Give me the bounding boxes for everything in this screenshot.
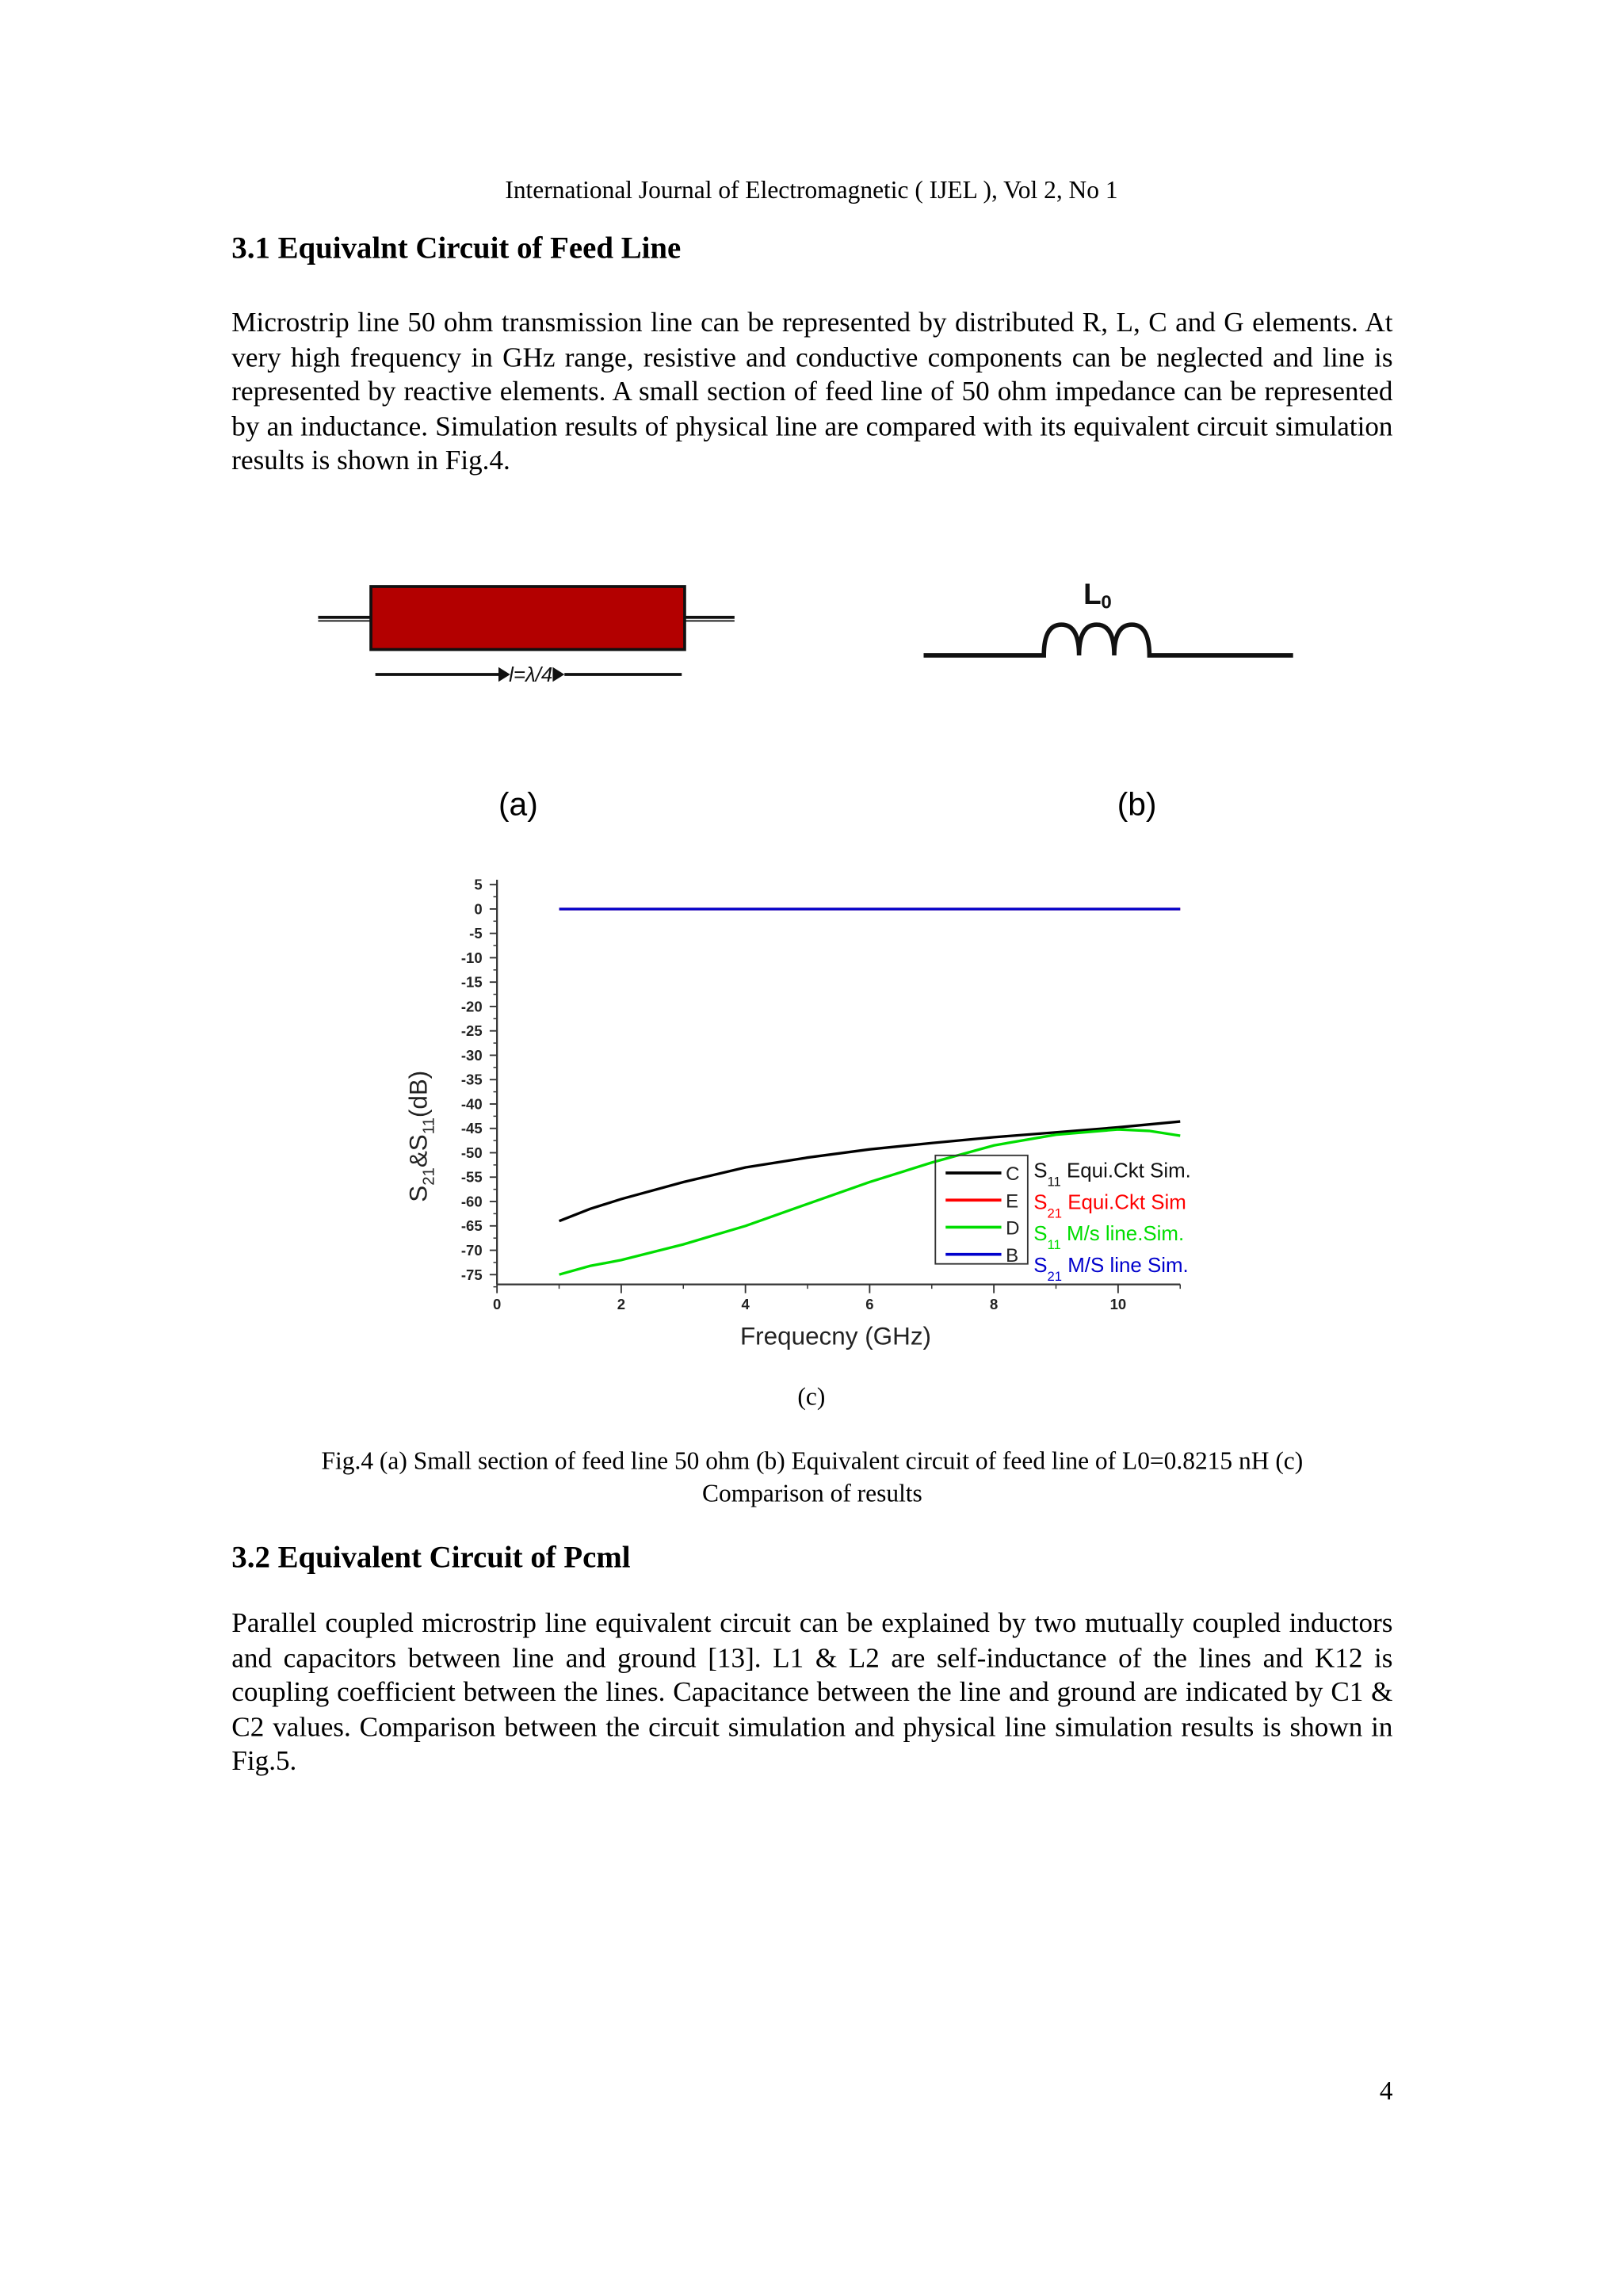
y-tick-label: -10 bbox=[460, 949, 483, 966]
section-3-2-paragraph: Parallel coupled microstrip line equivalent circuit can be explained by two mutually coupled inductors and capacitors between line and ground [13]. L1 & L2 are self-inductance of the lines and K12 is coupling coefficient between the lines. Capacitance between the line and ground are indicated by C1 & C2 values. Comparison between the circuit simulation and physical line simulation results is shown in Fig.5. bbox=[231, 1608, 1393, 1778]
x-tick-label: 2 bbox=[617, 1296, 626, 1313]
x-tick-label: 4 bbox=[741, 1296, 750, 1313]
y-tick-label: -5 bbox=[469, 925, 483, 942]
length-label: l=λ/4 bbox=[509, 664, 553, 687]
y-axis-label: $S_{21}\&S_{11}(dB)$ bbox=[404, 1070, 438, 1202]
inductor-coil bbox=[924, 625, 1293, 655]
panel-b-label: (b) bbox=[1117, 785, 1157, 823]
legend-key: E bbox=[1006, 1190, 1019, 1213]
x-tick-label: 8 bbox=[989, 1296, 999, 1313]
y-tick-label: -50 bbox=[460, 1144, 483, 1161]
inductor-label: L bbox=[1083, 578, 1102, 611]
panel-c-label: (c) bbox=[797, 1382, 826, 1411]
y-tick-label: -75 bbox=[460, 1266, 483, 1283]
x-tick-label: 6 bbox=[865, 1296, 874, 1313]
page-number: 4 bbox=[1379, 2076, 1393, 2106]
legend-label: $S_{11}$ Equi.Ckt Sim. bbox=[1033, 1159, 1191, 1190]
y-tick-label: -35 bbox=[460, 1071, 483, 1088]
y-tick-label: -20 bbox=[460, 998, 483, 1015]
legend-key: B bbox=[1006, 1244, 1019, 1266]
x-axis-label: Frequecny (GHz) bbox=[739, 1322, 932, 1350]
feed-line-body bbox=[371, 586, 685, 650]
y-tick-label: -30 bbox=[460, 1046, 483, 1064]
y-tick-label: 0 bbox=[474, 900, 483, 918]
x-tick-label: 0 bbox=[493, 1296, 502, 1313]
length-arrowhead-left bbox=[552, 667, 564, 682]
section-3-1-paragraph: Microstrip line 50 ohm transmission line can be represented by distributed R, L, C and G elements. At very high frequency in GHz range, resistive and conductive components can be neglected and line is represented by reactive elements. A small section of feed line of 50 ohm impedance can be represented by an inductance. Simulation results of physical line are compared with its equivalent circuit simulation results is shown in Fig.4. bbox=[231, 308, 1393, 477]
y-tick-label: -40 bbox=[460, 1095, 483, 1113]
running-head: International Journal of Electromagnetic ( IJEL ), Vol 2, No 1 bbox=[505, 176, 1118, 204]
y-tick-label: -25 bbox=[460, 1022, 483, 1040]
figure-4c-chart bbox=[381, 858, 1290, 1363]
y-tick-label: -45 bbox=[460, 1120, 483, 1137]
legend-key: C bbox=[1006, 1163, 1020, 1186]
figure-4b-inductor bbox=[909, 572, 1305, 675]
y-tick-label: -60 bbox=[460, 1193, 483, 1210]
figure-4a-feed-line bbox=[308, 572, 748, 705]
legend-label: $S_{21}$ M/S line Sim. bbox=[1033, 1254, 1189, 1284]
y-tick-label: -70 bbox=[460, 1242, 483, 1259]
y-tick-label: -15 bbox=[460, 973, 483, 991]
legend-key: D bbox=[1006, 1217, 1020, 1240]
section-3-1-heading: 3.1 Equivalnt Circuit of Feed Line bbox=[231, 230, 682, 266]
x-tick-label: 10 bbox=[1109, 1296, 1127, 1313]
y-tick-label: -55 bbox=[460, 1168, 483, 1186]
figure-4-caption-line-1: Fig.4 (a) Small section of feed line 50 ohm (b) Equivalent circuit of feed line of L0=0.8215 nH (c) bbox=[321, 1446, 1304, 1476]
legend-label: $S_{11}$ M/s line.Sim. bbox=[1033, 1223, 1185, 1253]
chart-legend bbox=[935, 1156, 1191, 1284]
panel-a-label: (a) bbox=[498, 785, 538, 823]
y-tick-label: 5 bbox=[474, 876, 483, 893]
section-3-2-heading: 3.2 Equivalent Circuit of Pcml bbox=[231, 1539, 631, 1575]
inductor-subscript: 0 bbox=[1101, 591, 1112, 613]
legend-label: $S_{21}$ Equi.Ckt Sim bbox=[1033, 1191, 1186, 1221]
figure-4-caption-line-2: Comparison of results bbox=[702, 1479, 922, 1507]
y-tick-label: -65 bbox=[460, 1217, 483, 1235]
